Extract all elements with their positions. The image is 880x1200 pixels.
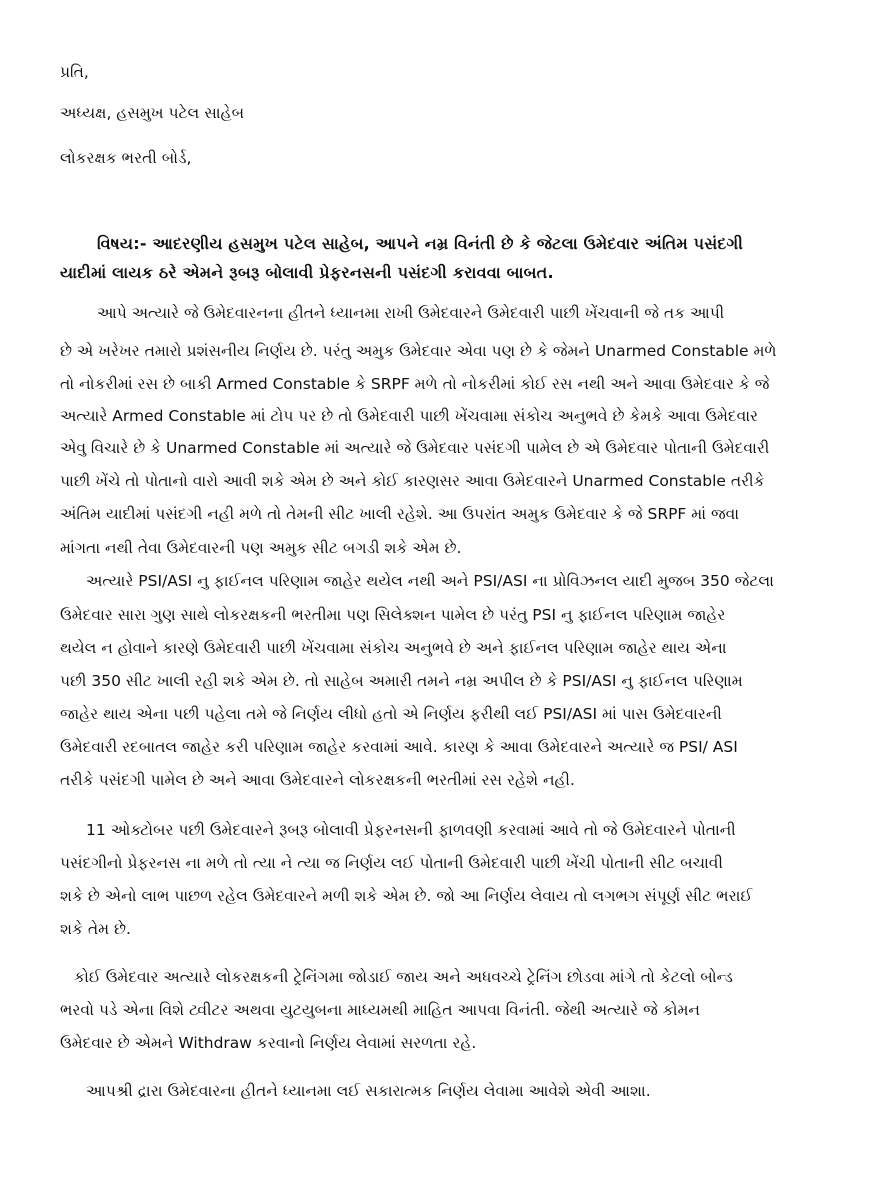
paragraph-line: કોઈ ઉમેદવાર અત્યારે લોકરક્ષકની ટ્રેનિંગમા જોડાઈ જાય અને અધવચ્ચે ટ્રેનિંગ છોડવા માંગે તો કેટલો બોન્ડ (74, 968, 733, 986)
paragraph-line: આપે અત્યારે જે ઉમેદવારનના હીતને ધ્યાનમા રાખી ઉમેદવારને ઉમેદવારી પાછી ખેંચવાની જે તક આપી (97, 304, 725, 322)
paragraph-line: 11 ઓક્ટોબર પછી ઉમેદવારને રૂબરૂ બોલાવી પ્રેફરનસની ફાળવણી કરવામાં આવે તો જે ઉમેદવારને પોતાની (86, 821, 736, 839)
paragraph-line: ઉમેદવાર સારા ગુણ સાથે લોકરક્ષકની ભરતીમા પણ સિલેક્શન પામેલ છે પરંતુ PSI નુ ફાઈનલ પરિણામ જાહેર (60, 606, 726, 624)
paragraph-line: તો નોકરીમાં રસ છે બાકી Armed Constable કે SRPF મળે તો નોકરીમાં કોઈ રસ નથી અને આવા ઉમેદવાર કે જે (60, 375, 770, 393)
paragraph-line: ઉમેદવાર છે એમને Withdraw કરવાનો નિર્ણય લેવામાં સરળતા રહે. (60, 1034, 477, 1052)
closing-line: આપશ્રી દ્રારા ઉમેદવારના હીતને ધ્યાનમા લઈ સકારાત્મક નિર્ણય લેવામા આવેશે એવી આશા. (86, 1082, 651, 1100)
paragraph-line: શકે છે એનો લાભ પાછળ રહેલ ઉમેદવારને મળી શકે એમ છે. જો આ નિર્ણય લેવાય તો લગભગ સંપૂર્ણ સીટ ભરાઈ (60, 887, 753, 905)
paragraph-line: તરીકે પસંદગી પામેલ છે અને આવા ઉમેદવારને લોકરક્ષકની ભરતીમાં રસ રહેશે નહી. (60, 771, 575, 789)
paragraph-line: અત્યારે Armed Constable માં ટોપ પર છે તો ઉમેદવારી પાછી ખેંચવામા સંકોચ અનુભવે છે કેમકે આવા ઉમેદવાર (60, 407, 759, 425)
subject-line: વિષય:- આદરણીય હસમુખ પટેલ સાહેબ, આપને નમ્ર વિનંતી છે કે જેટલા ઉમેદવાર અંતિમ પસંદગી (97, 234, 743, 253)
paragraph-line: શકે તેમ છે. (60, 920, 131, 938)
paragraph-line: પસંદગીનો પ્રેફરનસ ના મળે તો ત્યા ને ત્યા જ નિર્ણય લઈ પોતાની ઉમેદવારી પાછી ખેંચી પોતાની સીટ બચાવી (60, 854, 723, 872)
paragraph-line: પાછી ખેંચે તો પોતાનો વારો આવી શકે એમ છે અને કોઈ કારણસર આવા ઉમેદવારને Unarmed Constable તરીકે (60, 472, 765, 490)
recipient-to: પ્રતિ, (60, 63, 89, 81)
paragraph-line: માંગતા નથી તેવા ઉમેદવારની પણ અમુક સીટ બગડી શકે એમ છે. (60, 539, 462, 557)
paragraph-line: ભરવો પડે એના વિશે ટ્વીટર અથવા યુટયુબના માધ્યમથી માહિત આપવા વિનંતી. જેથી અત્યારે જે કોમન (60, 1001, 700, 1019)
paragraph-line: જાહેર થાય એના પછી પહેલા તમે જે નિર્ણય લીધો હતો એ નિર્ણય ફરીથી લઈ PSI/ASI માં પાસ ઉમેદવારની (60, 705, 722, 723)
subject-line: યાદીમાં લાયક ઠરે એમને રૂબરૂ બોલાવી પ્રેફરનસની પસંદગી કરાવવા બાબત. (60, 263, 554, 282)
recipient-board: લોકરક્ષક ભરતી બોર્ડ, (60, 149, 192, 167)
paragraph-line: પછી 350 સીટ ખાલી રહી શકે એમ છે. તો સાહેબ અમારી તમને નમ્ર અપીલ છે કે PSI/ASI નુ ફાઈનલ પરિણામ (60, 672, 743, 690)
paragraph-line: અત્યારે PSI/ASI નુ ફાઈનલ પરિણામ જાહેર થયેલ નથી અને PSI/ASI ના પ્રોવિઝનલ યાદી મુજબ 350 જેટલા (86, 572, 774, 590)
recipient-name: અધ્યક્ષ, હસમુખ પટેલ સાહેબ (60, 104, 245, 122)
paragraph-line: એવુ વિચારે છે કે Unarmed Constable માં અત્યારે જે ઉમેદવાર પસંદગી પામેલ છે એ ઉમેદવાર પોતાની ઉમેદવારી (60, 439, 770, 457)
paragraph-line: ઉમેદવારી રદબાતલ જાહેર કરી પરિણામ જાહેર કરવામાં આવે. કારણ કે આવા ઉમેદવારને અત્યારે જ PSI/ ASI (60, 738, 738, 756)
paragraph-line: છે એ ખરેખર તમારો પ્રશંસનીય નિર્ણય છે. પરંતુ અમુક ઉમેદવાર એવા પણ છે કે જેમને Unarmed Constable મળે (60, 342, 777, 360)
paragraph-line: થયેલ ન હોવાને કારણે ઉમેદવારી પાછી ખેંચવામા સંકોચ અનુભવે છે અને ફાઈનલ પરિણામ જાહેર થાય એના (60, 639, 727, 657)
paragraph-line: અંતિમ યાદીમાં પસંદગી નહી મળે તો તેમની સીટ ખાલી રહેશે. આ ઉપરાંત અમુક ઉમેદવાર કે જે SRPF માં જવા (60, 505, 740, 523)
